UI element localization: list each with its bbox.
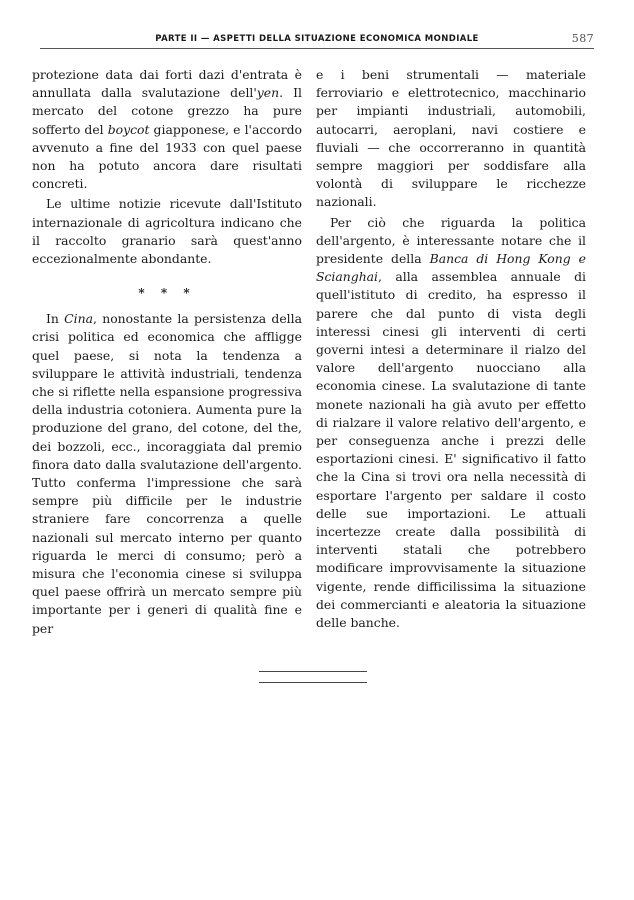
- paragraph-text: protezione data dai forti dazi d'entrata è annullata dalla svalutazione dell': [32, 67, 302, 101]
- paragraph-text: , nonostante la persistenza della crisi politica ed economica che affligge quel paese, si nota la tendenza a sviluppare le attività industriali, tendenza che si riflette nella espansione progressiva della industria cotoniera. Aumenta pure la produzione del grano, del cotone, del the, dei bozzoli, ecc., incoraggiata dal premio finora dato dalla svalutazione dell'argento. Tutto conferma l'impressione che sarà sempre più difficile per le industrie straniere fare concorrenza a quelle nazionali sul mercato interno per quanto riguarda le merci di consumo; però a misura che l'economia cinese si sviluppa quel paese offrirà un mercato sempre più importante per i generi di qualità fine e per: [32, 311, 302, 636]
- paragraph-harvest: Le ultime notizie ricevute dall'Istituto internazionale di agricoltura indicano che il raccolto granario sarà quest'anno eccezionalmente abondante.: [32, 196, 302, 267]
- closing-rule-top: [259, 671, 367, 672]
- paragraph-china: [32, 310, 302, 638]
- paragraph-text: In: [46, 311, 65, 327]
- paragraph-text: . Il mercato del cotone grezzo ha pure sofferto del: [32, 85, 302, 137]
- paragraph-text: Per ciò che riguarda la politica dell'argento, è interessante notare che il presidente della: [316, 214, 586, 267]
- running-head-title: PARTE II — ASPETTI DELLA SITUAZIONE ECONOMICA MONDIALE: [155, 34, 479, 44]
- paragraph-text: , alla assemblea annuale di quell'istituto di credito, ha espresso il parere che dal punto di vista degli interessi cinesi gli interventi di certi governi intesi a determinare il rialzo del valore dell'argento nuocciano alla economia cinese. La svalutazione di tante monete nazionali ha già avuto per effetto di rialzare il valore relativo dell'argento, e per conseguenza anche i prezzi delle esportazioni cinesi. E' significativo il fatto che la Cina si trovi ora nella necessità di esportare l'argento per saldare il costo delle sue importazioni. Le attuali incertezze create dalla possibilità di interventi statali che potrebbero modificare improvvisamente la situazione vigente, rende difficilissima la situazione dei commercianti e aleatoria la situazione delle banche.: [316, 269, 586, 631]
- paragraph-silver-policy: [316, 214, 586, 633]
- italic-bank-name: Banca di Hong Kong e Scianghai: [316, 251, 586, 285]
- italic-term-cina: Cina: [64, 311, 93, 327]
- section-separator: * * *: [138, 286, 196, 301]
- italic-term-yen: yen: [256, 85, 280, 101]
- right-column: [316, 66, 586, 632]
- italic-term-boycot: boycot: [107, 121, 150, 137]
- paragraph-cotton-market: [32, 66, 302, 193]
- paragraph-capital-goods: e i beni strumentali — materiale ferroviario e elettrotecnico, macchinario per impianti industriali, automobili, autocarri, aeroplani, navi costiere e fluviali — che occorreranno in quantità sempre maggiori per soddisfare alla volontà di sviluppare le ricchezze nazionali.: [316, 67, 586, 210]
- closing-rule-bottom: [259, 682, 367, 683]
- running-head: [40, 30, 594, 49]
- page-number: 587: [571, 32, 594, 45]
- paragraph-text: giapponese, e l'accordo avvenuto a fine del 1933 con quel paese non ha potuto ancora dare risultati concreti.: [32, 121, 303, 192]
- left-column: [32, 66, 302, 638]
